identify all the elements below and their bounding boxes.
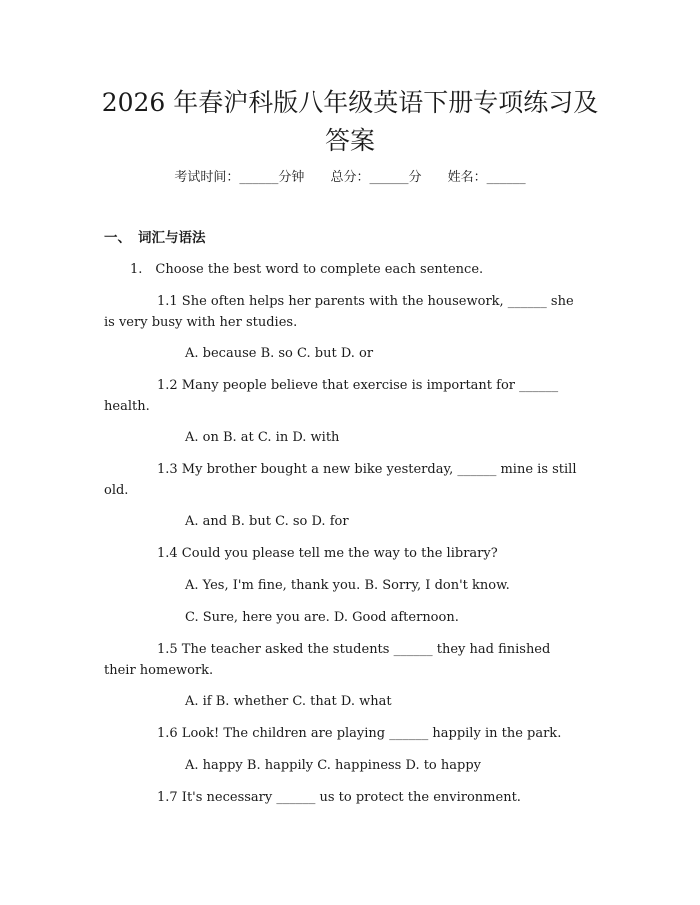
question-1-6: 1.6 Look! The children are playing ______ happily in the park. [157, 726, 562, 741]
title-line-2: 答案 [324, 126, 375, 155]
question-1-7: 1.7 It's necessary ______ us to protect the environment. [157, 790, 521, 805]
options-1-1: A. because B. so C. but D. or [185, 346, 374, 361]
question-1-2-cont: health. [104, 399, 150, 414]
section-heading [104, 228, 206, 248]
question-1-1: 1.1 She often helps her parents with the housework, ______ she [157, 294, 574, 309]
question-1-5: 1.5 The teacher asked the students ______ they had finished [157, 642, 551, 657]
options-1-6: A. happy B. happily C. happiness D. to happy [185, 758, 482, 773]
question-1-2: 1.2 Many people believe that exercise is important for ______ [157, 378, 559, 393]
options-1-2: A. on B. at C. in D. with [185, 430, 340, 445]
question-1-3: 1.3 My brother bought a new bike yesterday, ______ mine is still [157, 462, 577, 477]
options-1-4-b: C. Sure, here you are. D. Good afternoon. [185, 610, 459, 625]
options-1-4-a: A. Yes, I'm fine, thank you. B. Sorry, I don't know. [185, 578, 510, 593]
question-1-1-cont: is very busy with her studies. [104, 315, 298, 330]
question-1-4: 1.4 Could you please tell me the way to the library? [157, 546, 498, 561]
question-1-3-cont: old. [104, 483, 129, 498]
options-1-5: A. if B. whether C. that D. what [185, 694, 392, 709]
section-number: 一、 [104, 230, 131, 246]
options-1-3: A. and B. but C. so D. for [185, 514, 349, 529]
section-title: 词汇与语法 [138, 230, 206, 246]
document-title [90, 84, 610, 160]
question-1-5-cont: their homework. [104, 663, 214, 678]
exam-meta [0, 168, 700, 188]
student-name: 姓名：______ [447, 170, 526, 185]
question-1: 1. Choose the best word to complete each sentence. [130, 262, 484, 277]
exam-time: 考试时间：______分钟 [174, 170, 305, 185]
title-line-1: 2026 年春沪科版八年级英语下册专项练习及 [101, 88, 599, 117]
exam-total-score: 总分：______分 [330, 170, 422, 185]
